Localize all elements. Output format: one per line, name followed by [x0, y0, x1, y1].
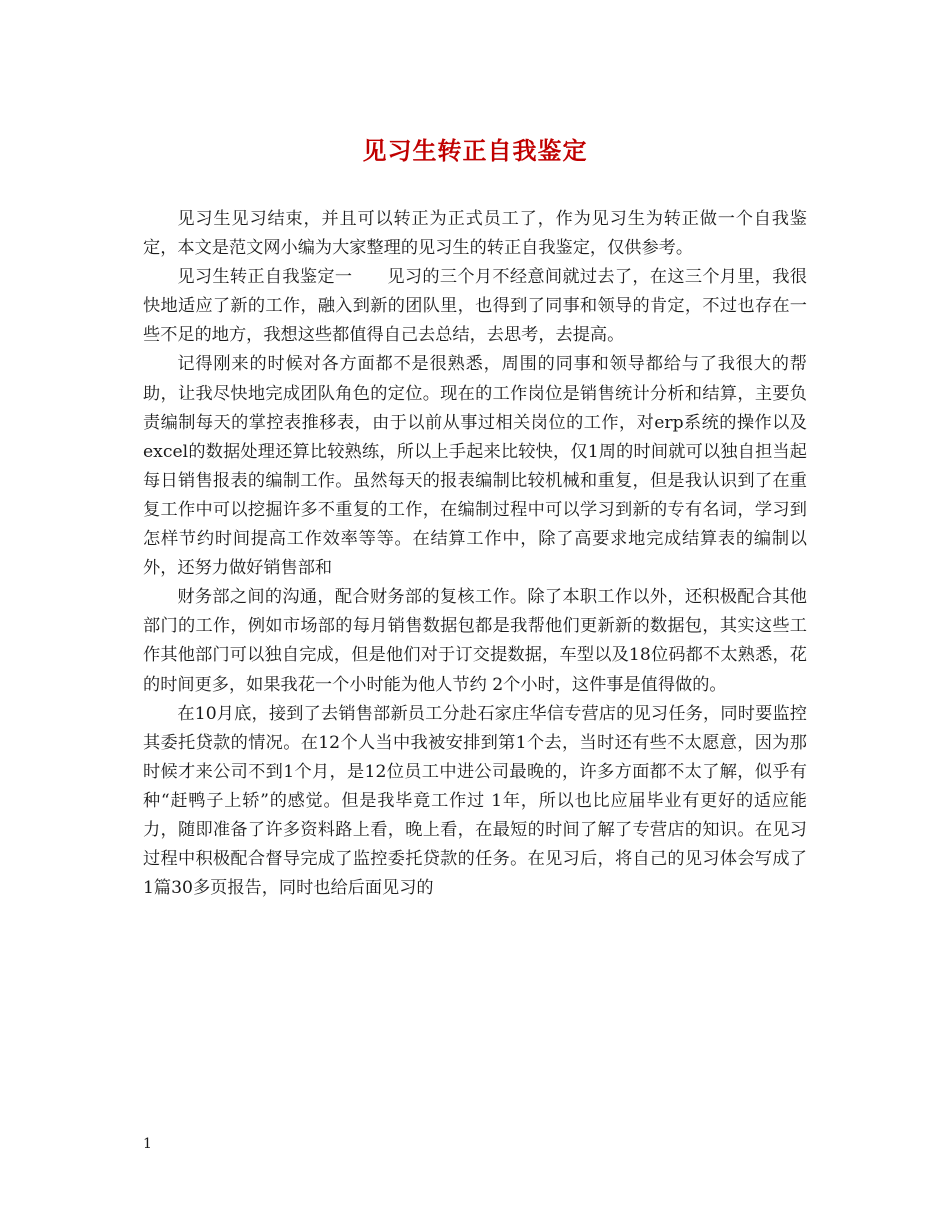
- paragraph: 财务部之间的沟通，配合财务部的复核工作。除了本职工作以外，还积极配合其他部门的工作，例如市场部的每月销售数据包都是我帮他们更新新的数据包，其实这些工作其他部门可以独自完成，但是他们对于订交提数据，车型以及18位码都不太熟悉，花的时间更多，如果我花一个小时能为他人节约 2个小时，这件事是值得做的。: [143, 587, 807, 695]
- document-title: 见习生转正自我鉴定: [362, 136, 588, 165]
- page-number: 1: [143, 1136, 152, 1152]
- document-body: [143, 205, 807, 903]
- paragraph: 见习生转正自我鉴定一 见习的三个月不经意间就过去了，在这三个月里，我很快地适应了新的工作，融入到新的团队里，也得到了同事和领导的肯定，不过也存在一些不足的地方，我想这些都值得自己去总结，去思考，去提高。: [143, 267, 807, 346]
- paragraph: 见习生见习结束，并且可以转正为正式员工了，作为见习生为转正做一个自我鉴定，本文是范文网小编为大家整理的见习生的转正自我鉴定，仅供参考。: [143, 209, 807, 259]
- paragraph: 在10月底，接到了去销售部新员工分赴石家庄华信专营店的见习任务，同时要监控其委托贷款的情况。在12个人当中我被安排到第1个去，当时还有些不太愿意，因为那时候才来公司不到1个月，是12位员工中进公司最晚的，许多方面都不太了解，似乎有种“赶鸭子上轿”的感觉。但是我毕竟工作过 1年，所以也比应届毕业有更好的适应能力，随即准备了许多资料路上看，晚上看，在最短的时间了解了专营店的知识。在见习过程中积极配合督导完成了监控委托贷款的任务。在见习后，将自己的见习体会写成了1篇30多页报告，同时也给后面见习的: [143, 703, 807, 899]
- paragraph: 记得刚来的时候对各方面都不是很熟悉，周围的同事和领导都给与了我很大的帮助，让我尽快地完成团队角色的定位。现在的工作岗位是销售统计分析和结算，主要负责编制每天的掌控表推移表，由于以前从事过相关岗位的工作，对erp系统的操作以及excel的数据处理还算比较熟练，所以上手起来比较快，仅1周的时间就可以独自担当起每日销售报表的编制工作。虽然每天的报表编制比较机械和重复，但是我认识到了在重复工作中可以挖掘许多不重复的工作，在编制过程中可以学习到新的专有名词，学习到怎样节约时间提高工作效率等等。在结算工作中，除了高要求地完成结算表的编制以外，还努力做好销售部和: [143, 354, 807, 579]
